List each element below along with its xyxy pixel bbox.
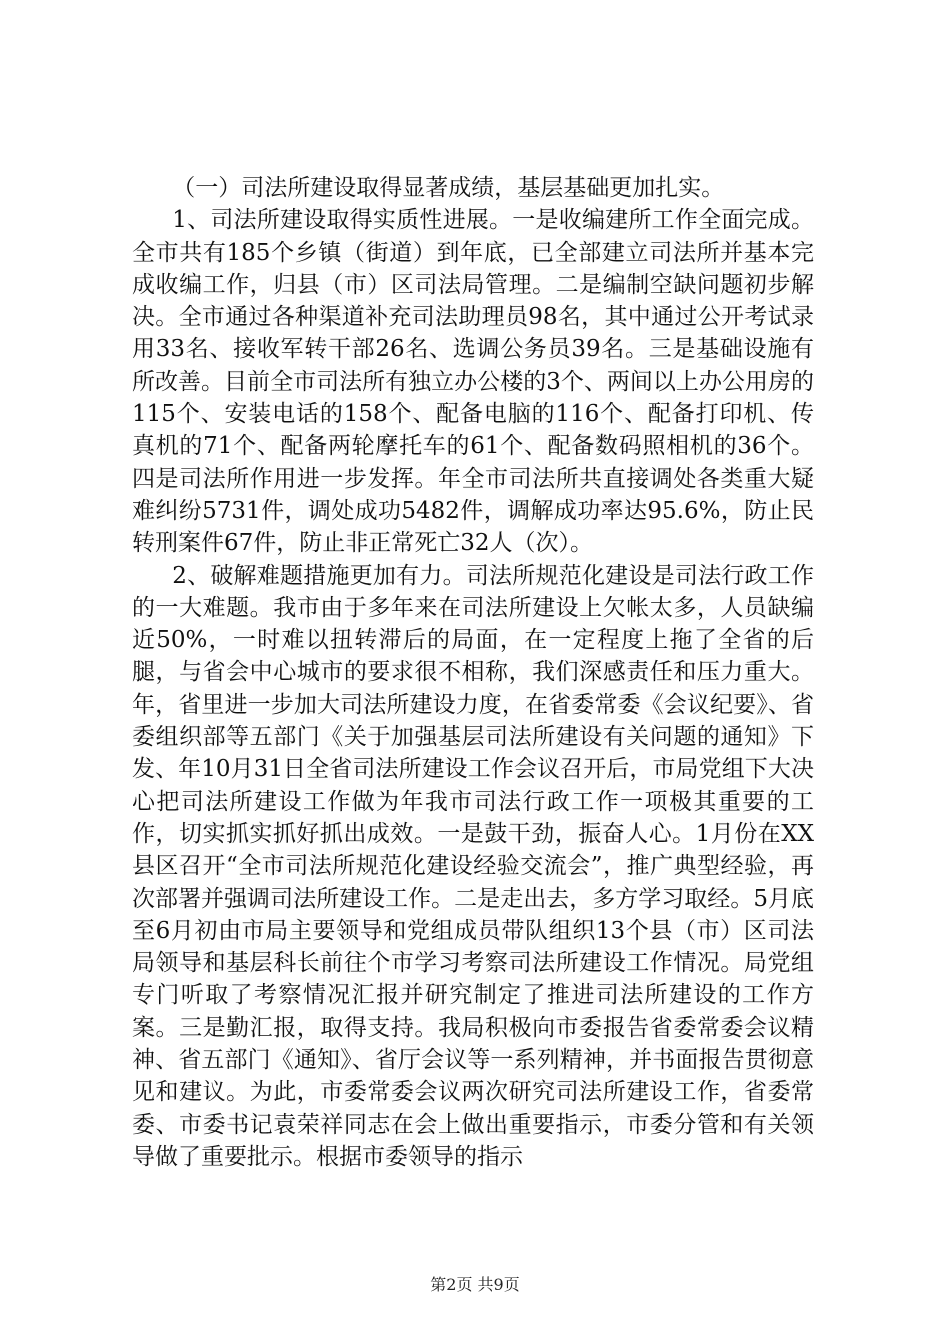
document-body (132, 172, 814, 1173)
paragraph-1: 1、司法所建设取得实质性进展。一是收编建所工作全面完成。全市共有185个乡镇（街道）到年底，已全部建立司法所并基本完成收编工作，归县（市）区司法局管理。二是编制空缺问题初步解决。全市通过各种渠道补充司法助理员98名，其中通过公开考试录用33名、接收军转干部26名、选调公务员39名。三是基础设施有所改善。目前全市司法所有独立办公楼的3个、两间以上办公用房的115个、安装电话的158个、配备电脑的116个、配备打印机、传真机的71个、配备两轮摩托车的61个、配备数码照相机的36个。四是司法所作用进一步发挥。年全市司法所共直接调处各类重大疑难纠纷5731件，调处成功5482件，调解成功率达95.6%，防止民转刑案件67件，防止非正常死亡32人（次）。 (132, 207, 814, 557)
page-number-footer: 第2页 共9页 (430, 1275, 520, 1294)
paragraph-2: 2、破解难题措施更加有力。司法所规范化建设是司法行政工作的一大难题。我市由于多年来在司法所建设上欠帐太多，人员缺编近50%，一时难以扭转滞后的局面，在一定程度上拖了全省的后腿，与省会中心城市的要求很不相称，我们深感责任和压力重大。年，省里进一步加大司法所建设力度，在省委常委《会议纪要》、省委组织部等五部门《关于加强基层司法所建设有关问题的通知》下发、年10月31日全省司法所建设工作会议召开后，市局党组下大决心把司法所建设工作做为年我市司法行政工作一项极其重要的工作，切实抓实抓好抓出成效。一是鼓干劲，振奋人心。1月份在XX县区召开“全市司法所规范化建设经验交流会”，推广典型经验，再次部署并强调司法所建设工作。二是走出去，多方学习取经。5月底至6月初由市局主要领导和党组成员带队组织13个县（市）区司法局领导和基层科长前往个市学习考察司法所建设工作情况。局党组专门听取了考察情况汇报并研究制定了推进司法所建设的工作方案。三是勤汇报，取得支持。我局积极向市委报告省委常委会议精神、省五部门《通知》、省厅会议等一系列精神，并书面报告贯彻意见和建议。为此，市委常委会议两次研究司法所建设工作，省委常委、市委书记袁荣祥同志在会上做出重要指示，市委分管和有关领导做了重要批示。根据市委领导的指示 (132, 562, 814, 1170)
section-heading: （一）司法所建设取得显著成绩，基层基础更加扎实。 (172, 175, 725, 201)
